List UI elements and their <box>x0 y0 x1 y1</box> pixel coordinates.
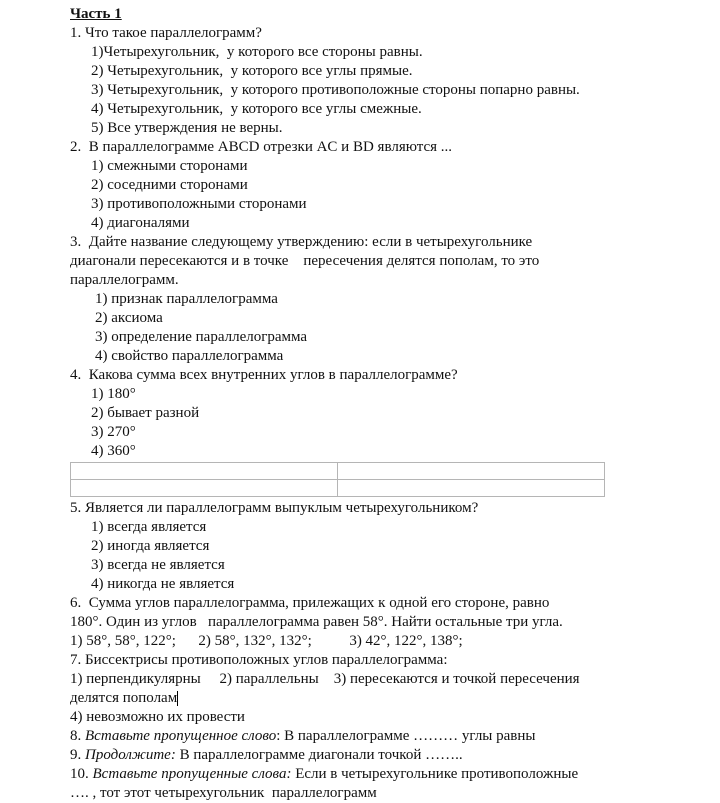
option: 1) смежными сторонами <box>91 158 248 174</box>
option: 4) Четырехугольник, у которого все углы смежные. <box>91 101 422 117</box>
document <box>70 5 630 803</box>
question-1: 1. Что такое параллелограмм? <box>70 25 262 41</box>
table-cell[interactable] <box>71 463 338 480</box>
question-10 <box>70 765 630 784</box>
option: 2) бывает разной <box>91 405 200 421</box>
question-7-option-4: 4) невозможно их провести <box>70 709 245 725</box>
question-6-options: 1) 58°, 58°, 122°; 2) 58°, 132°, 132°; 3) 42°, 122°, 138°; <box>70 633 463 649</box>
question-3-cont: параллелограмм. <box>70 272 179 288</box>
question-5: 5. Является ли параллелограмм выпуклым четырехугольником? <box>70 500 479 516</box>
table-cell[interactable] <box>71 480 338 497</box>
option: 1) признак параллелограмма <box>95 291 278 307</box>
question-number: 8. <box>70 728 85 744</box>
option: 3) Четырехугольник, у которого противоположные стороны попарно равны. <box>91 82 580 98</box>
section-title: Часть 1 <box>70 6 122 22</box>
question-text: : В параллелограмме ……… углы равны <box>276 728 536 744</box>
option: 2) Четырехугольник, у которого все углы прямые. <box>91 63 413 79</box>
option: 3) 270° <box>91 424 136 440</box>
instruction: Вставьте пропущенные слова: <box>92 766 292 782</box>
option: 3) всегда не является <box>91 557 225 573</box>
question-text: Если в четырехугольнике противоположные <box>291 766 579 782</box>
option: 1) 180° <box>91 386 136 402</box>
option-text: делятся пополам <box>70 690 178 706</box>
instruction: Продолжите: <box>85 747 176 763</box>
question-6: 6. Сумма углов параллелограмма, прилежащих к одной его стороне, равно <box>70 595 550 611</box>
question-text: В параллелограмме диагонали точкой …….. <box>175 747 463 763</box>
empty-table <box>70 462 605 497</box>
question-10-cont: …. , тот этот четырехугольник параллелограмм <box>70 785 377 801</box>
table-cell[interactable] <box>338 463 605 480</box>
question-4: 4. Какова сумма всех внутренних углов в параллелограмме? <box>70 367 458 383</box>
question-2: 2. В параллелограмме ABCD отрезки AC и BD являются ... <box>70 139 453 155</box>
question-8 <box>70 727 630 746</box>
question-7-options: 1) перпендикулярны 2) параллельны 3) пересекаются и точкой пересечения <box>70 671 580 687</box>
option: 4) диагоналями <box>91 215 190 231</box>
question-9 <box>70 746 630 765</box>
option: 1) всегда является <box>91 519 207 535</box>
option: 4) свойство параллелограмма <box>95 348 284 364</box>
text-cursor <box>177 691 178 706</box>
option: 3) определение параллелограмма <box>95 329 308 345</box>
option: 5) Все утверждения не верны. <box>91 120 283 136</box>
option: 4) 360° <box>91 443 136 459</box>
question-number: 10. <box>70 766 93 782</box>
question-7: 7. Биссектрисы противоположных углов параллелограмма: <box>70 652 448 668</box>
question-number: 9. <box>70 747 85 763</box>
option: 2) иногда является <box>91 538 210 554</box>
question-6-cont: 180°. Один из углов параллелограмма равен 58°. Найти остальные три угла. <box>70 614 563 630</box>
question-3-cont: диагонали пересекаются и в точке пересечения делятся пополам, то это <box>70 253 540 269</box>
option: 3) противоположными сторонами <box>91 196 307 212</box>
table-cell[interactable] <box>338 480 605 497</box>
instruction: Вставьте пропущенное слово <box>85 728 277 744</box>
question-3: 3. Дайте название следующему утверждению: если в четырехугольнике <box>70 234 533 250</box>
option: 4) никогда не является <box>91 576 235 592</box>
option: 2) аксиома <box>95 310 163 326</box>
question-7-options-cont <box>70 689 630 708</box>
option: 2) соседними сторонами <box>91 177 248 193</box>
option: 1)Четырехугольник, у которого все стороны равны. <box>91 44 423 60</box>
